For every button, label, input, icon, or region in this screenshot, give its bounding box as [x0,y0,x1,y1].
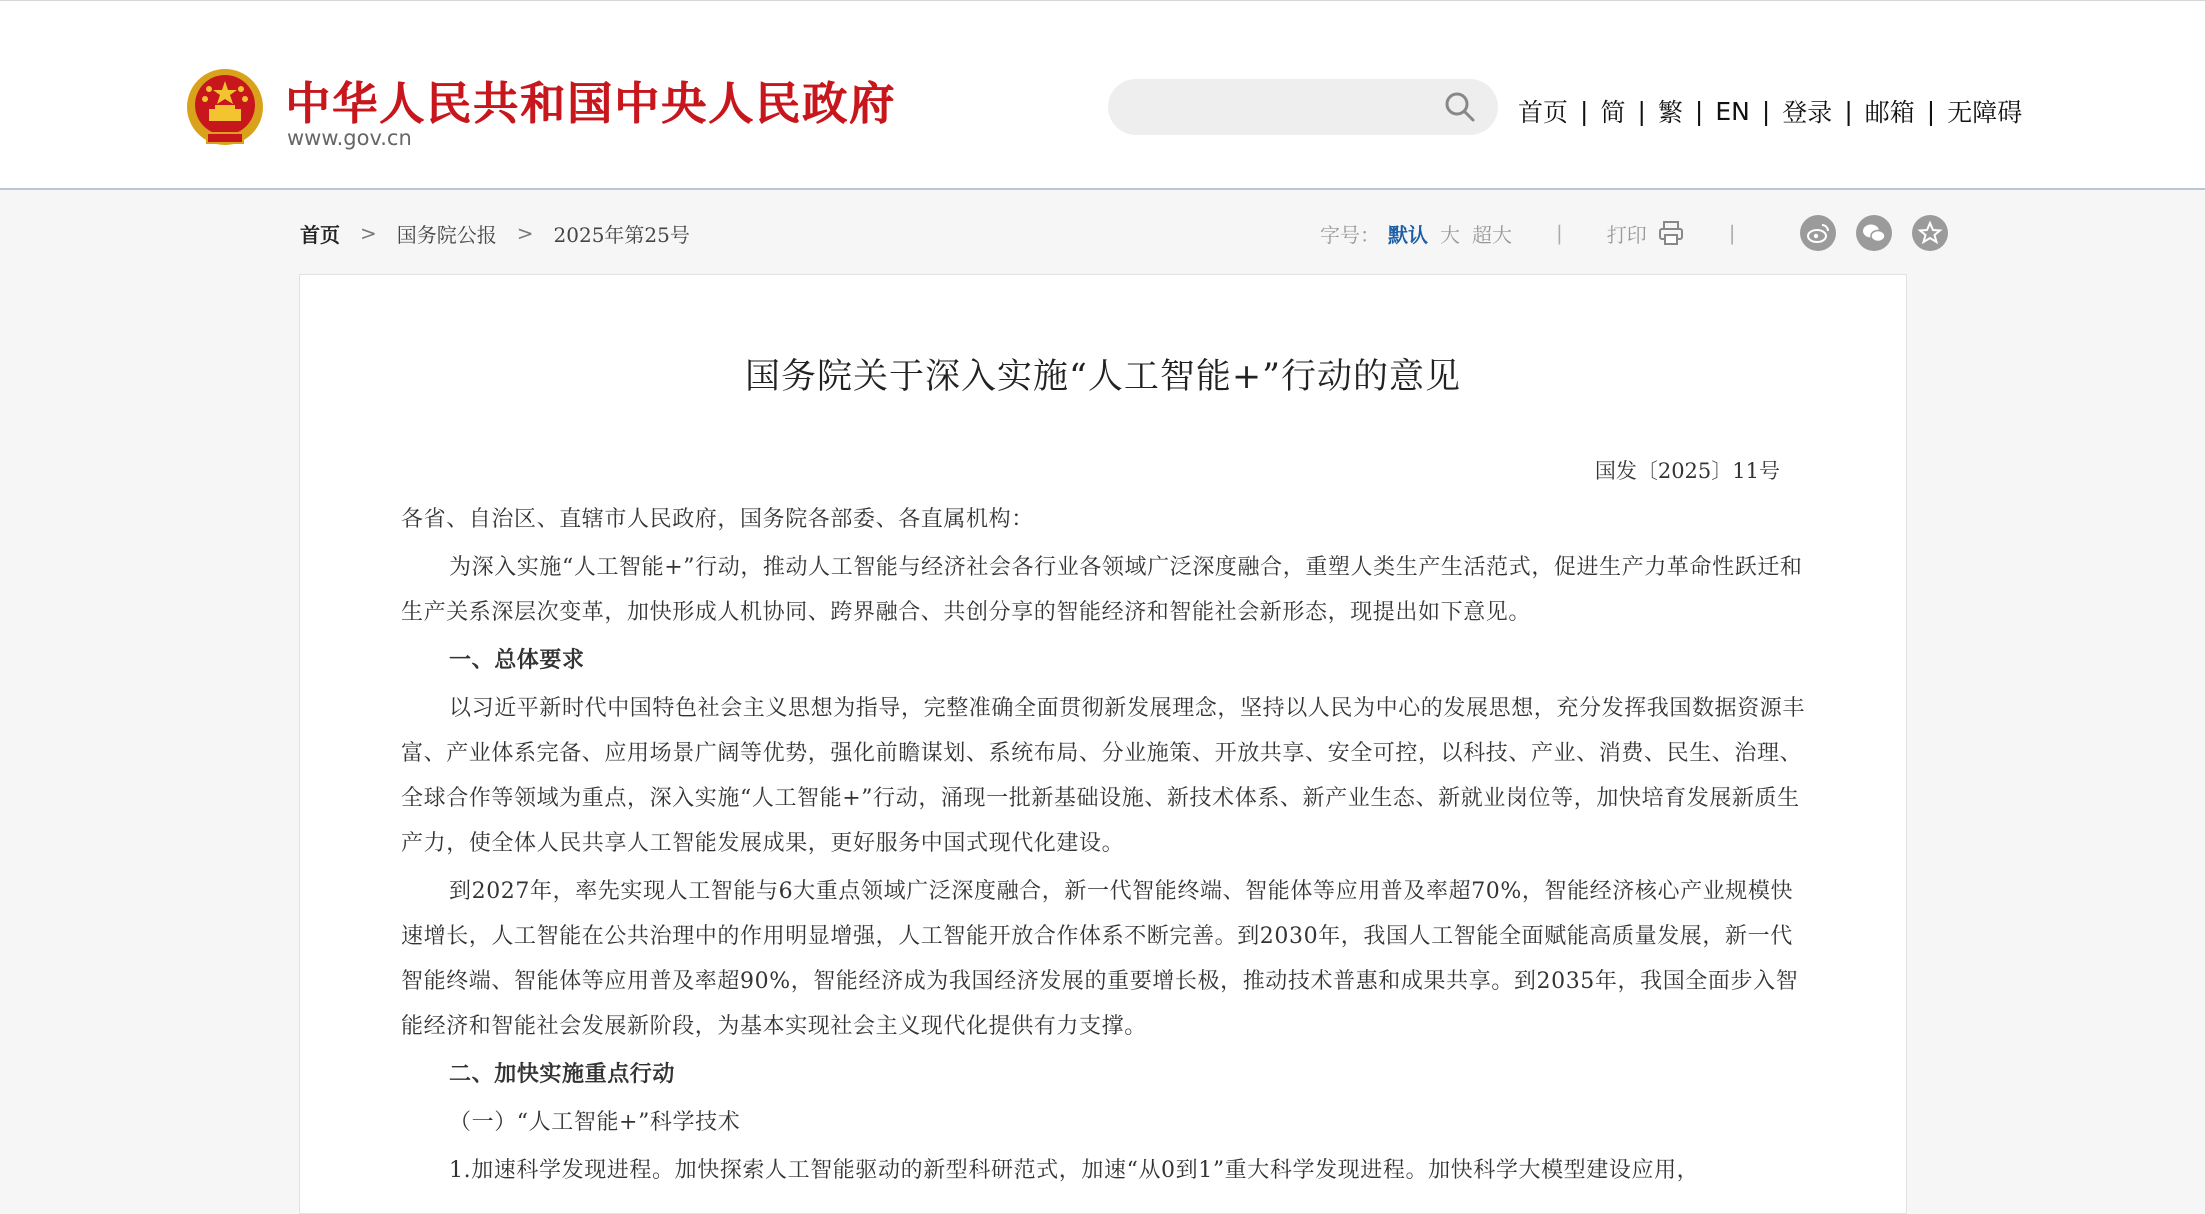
item1-paragraph: 1.加速科学发现进程。加快探索人工智能驱动的新型科研范式，加速“从0到1”重大科学发现进程。加快科学大模型建设应用， [449,1158,1700,1183]
section1-paragraph1: 以习近平新时代中国特色社会主义思想为指导，完整准确全面贯彻新发展理念，坚持以人民为中心的发展思想，充分发挥我国数据资源丰富、产业体系完备、应用场景广阔等优势，强化前瞻谋划、系统布局、分业施策、开放共享、安全可控，以科技、产业、消费、民生、治理、全球合作等领域为重点，深入实施“人工智能+”行动，涌现一批新基础设施、新技术体系、新产业生态、新就业岗位等，加快培育发展新质生产力，使全体人民共享人工智能发展成果，更好服务中国式现代化建设。 [401,696,1806,856]
salutation: 各省、自治区、直辖市人民政府，国务院各部委、各直属机构： [401,507,1034,532]
article-title: 国务院关于深入实施“人工智能+”行动的意见 [744,357,1462,397]
breadcrumb [300,216,690,250]
nav-mail[interactable]: 邮箱 [1864,98,1915,127]
section1-heading: 一、总体要求 [449,647,585,673]
tools-separator: | [1556,221,1563,245]
site-url[interactable]: www.gov.cn [287,126,412,150]
wechat-icon[interactable] [1856,215,1892,251]
section2-heading: 二、加快实施重点行动 [449,1061,676,1087]
article-body [401,497,1809,1193]
nav-login[interactable]: 登录 [1782,98,1833,127]
national-emblem-icon[interactable] [185,67,265,151]
site-header [0,0,2205,190]
favorite-icon[interactable] [1912,215,1948,251]
font-size-large-button[interactable]: 大 [1440,222,1460,247]
chevron-right-icon: > [360,221,377,245]
nav-separator: | [1844,96,1853,126]
section1-paragraph2: 到2027年，率先实现人工智能与6大重点领域广泛深度融合，新一代智能终端、智能体等应用普及率超70%，智能经济核心产业规模快速增长，人工智能在公共治理中的作用明显增强，人工智能开放合作体系不断完善。到2030年，我国人工智能全面赋能高质量发展，新一代智能终端、智能体等应用普及率超90%，智能经济成为我国经济发展的重要增长极，推动技术普惠和成果共享。到2035年，我国全面步入智能经济和智能社会发展新阶段，为基本实现社会主义现代化提供有力支撑。 [401,879,1799,1039]
nav-separator: | [1580,96,1589,126]
nav-english[interactable]: EN [1715,96,1750,126]
weibo-icon[interactable] [1800,215,1836,251]
tools-separator: | [1728,221,1736,245]
breadcrumb-gazette[interactable]: 国务院公报 [396,222,497,247]
top-nav [1518,91,2022,131]
printer-icon[interactable] [1657,219,1685,247]
nav-separator: | [1926,96,1936,126]
document-number: 国发〔2025〕11号 [1594,459,1780,483]
font-size-default-button[interactable]: 默认 [1388,222,1428,247]
nav-separator: | [1637,96,1646,126]
intro-paragraph: 为深入实施“人工智能+”行动，推动人工智能与经济社会各行业各领域广泛深度融合，重塑人类生产生活范式，促进生产力革命性跃迁和生产关系深层次变革，加快形成人机协同、跨界融合、共创分享的智能经济和智能社会新形态，现提出如下意见。 [401,555,1803,625]
nav-traditional[interactable]: 繁 [1657,98,1683,127]
article-tools [1320,216,1948,250]
nav-separator: | [1694,96,1704,126]
search-icon[interactable] [1444,91,1476,123]
site-title[interactable]: 中华人民共和国中央人民政府 [285,77,897,130]
nav-accessibility[interactable]: 无障碍 [1947,98,2023,127]
breadcrumb-issue[interactable]: 2025年第25号 [553,222,690,247]
search-input[interactable] [1108,79,1498,135]
chevron-right-icon: > [516,221,534,245]
breadcrumb-home[interactable]: 首页 [300,222,340,247]
nav-separator: | [1761,96,1771,126]
nav-home[interactable]: 首页 [1518,98,1569,127]
font-size-xlarge-button[interactable]: 超大 [1472,222,1512,247]
article-panel [299,274,1907,1214]
font-size-label: 字号： [1320,222,1380,247]
subsection1-heading: （一）“人工智能+”科学技术 [449,1110,741,1135]
nav-simplified[interactable]: 简 [1600,98,1626,127]
print-button[interactable]: 打印 [1606,222,1647,247]
